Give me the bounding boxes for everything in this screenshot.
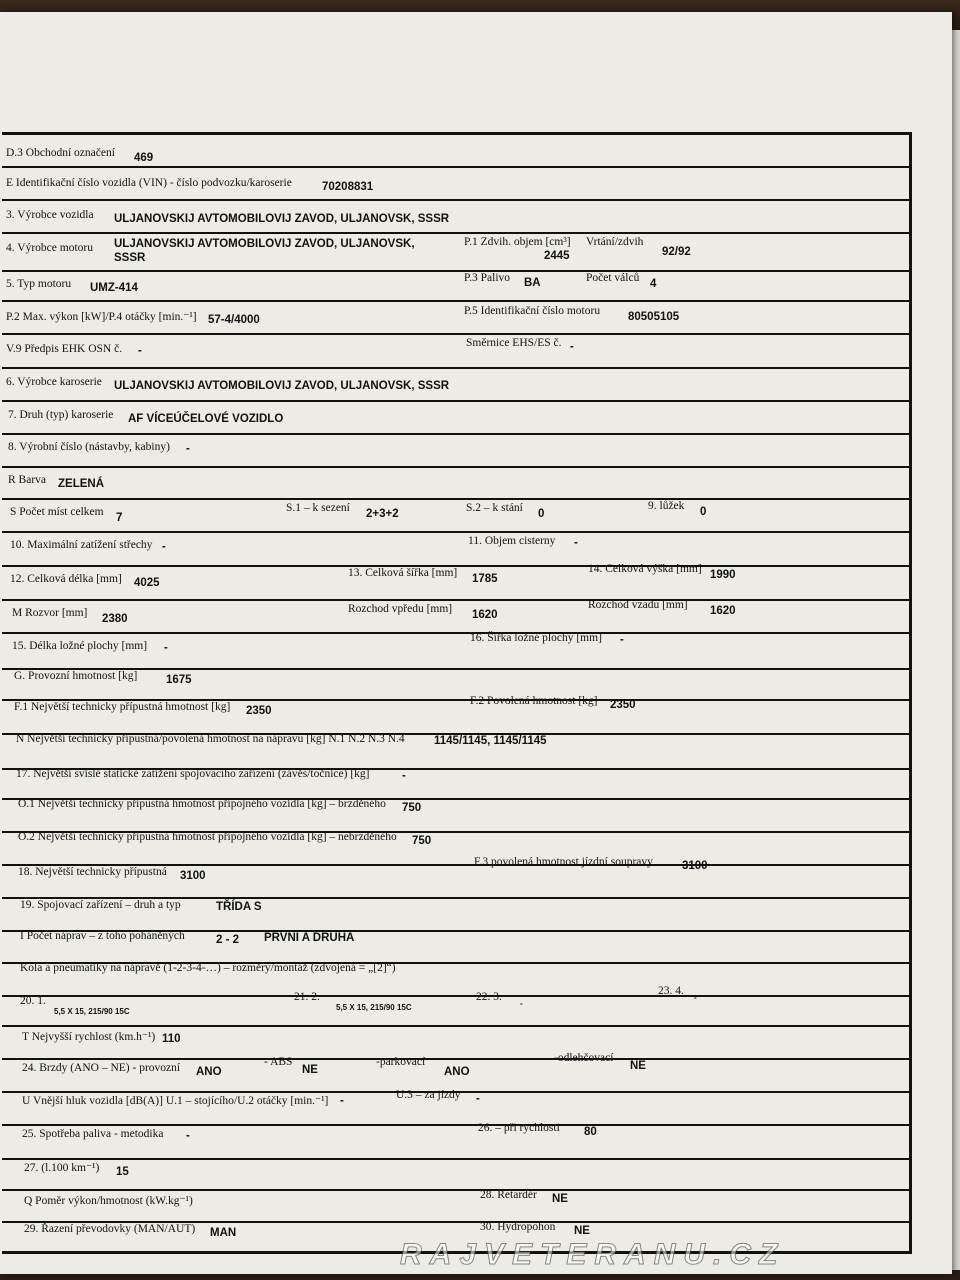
label-23: 23. 4. bbox=[658, 985, 684, 997]
value-s2: 0 bbox=[538, 508, 545, 520]
row-f1 bbox=[2, 695, 909, 735]
row-m bbox=[2, 601, 909, 634]
value-e: 70208831 bbox=[322, 181, 374, 193]
document-page bbox=[0, 12, 952, 1274]
value-22: - bbox=[520, 999, 523, 1008]
row-5 bbox=[2, 272, 909, 302]
label-kola: Kola a pneumatiky na nápravě (1-2-3-4-…) – rozměry/montáž (zdvojená = „[2]“) bbox=[20, 962, 396, 974]
value-valcu: 4 bbox=[650, 278, 657, 290]
value-8: - bbox=[186, 443, 190, 455]
value-27: 15 bbox=[116, 1166, 129, 1178]
label-6: 6. Výrobce karoserie bbox=[6, 376, 102, 388]
label-29: 29. Řazení převodovky (MAN/AUT) bbox=[24, 1223, 196, 1235]
value-u3: - bbox=[476, 1093, 480, 1105]
label-30: 30. Hydropohon bbox=[480, 1221, 556, 1233]
label-odl: -odlehčovací bbox=[554, 1052, 614, 1064]
row-u bbox=[2, 1089, 909, 1126]
label-s1: S.1 – k sezení bbox=[286, 502, 350, 514]
value-f2: 2350 bbox=[610, 699, 636, 711]
value-s1: 2+3+2 bbox=[366, 508, 399, 520]
label-21: 21. 2. bbox=[294, 991, 320, 1003]
row-3 bbox=[2, 201, 909, 234]
value-11: - bbox=[574, 537, 578, 549]
row-4 bbox=[2, 234, 909, 272]
label-s: S Počet míst celkem bbox=[10, 506, 104, 518]
label-f3: F.3 povolená hmotnost jízdní soupravy bbox=[474, 856, 653, 868]
label-u: U Vnější hluk vozidla [dB(A)] U.1 – stojícího/U.2 otáčky [min.⁻¹] bbox=[22, 1095, 329, 1107]
label-abs: - ABS bbox=[264, 1056, 293, 1068]
label-3: 3. Výrobce vozidla bbox=[6, 209, 94, 221]
label-s2: S.2 – k stání bbox=[466, 502, 523, 514]
label-24: 24. Brzdy (ANO – NE) - provozní bbox=[22, 1062, 181, 1074]
value-odl: NE bbox=[630, 1060, 646, 1072]
label-barva: R Barva bbox=[8, 474, 47, 486]
label-valcu: Počet válců bbox=[586, 272, 640, 284]
value-p3: BA bbox=[524, 277, 541, 289]
value-t: 110 bbox=[162, 1033, 181, 1045]
row-10 bbox=[2, 533, 909, 567]
value-24: ANO bbox=[196, 1066, 222, 1078]
label-q: Q Poměr výkon/hmotnost (kW.kg⁻¹) bbox=[24, 1195, 193, 1207]
label-o2: O.2 Největší technicky přípustná hmotnost přípojného vozidla [kg] – nebrzděného bbox=[18, 831, 397, 843]
value-18: 3100 bbox=[180, 870, 206, 882]
value-ehs: - bbox=[570, 341, 574, 353]
label-e: E Identifikační číslo vozidla (VIN) - číslo podvozku/karoserie bbox=[6, 177, 292, 189]
label-19: 19. Spojovací zařízení – druh a typ bbox=[20, 899, 181, 911]
label-10: 10. Maximální zatížení střechy bbox=[10, 539, 153, 551]
row-q bbox=[2, 1191, 909, 1223]
label-park: -parkovací bbox=[376, 1056, 426, 1068]
value-vpredu: 1620 bbox=[472, 609, 498, 621]
label-8: 8. Výrobní číslo (nástavby, kabiny) bbox=[8, 441, 170, 453]
label-26: 26. – při rychlosti bbox=[478, 1122, 560, 1134]
value-19: TŘÍDA S bbox=[216, 901, 262, 913]
value-21: 5,5 X 15, 215/90 15C bbox=[336, 1003, 412, 1012]
value-12: 4025 bbox=[134, 577, 160, 589]
value-13: 1785 bbox=[472, 573, 498, 585]
value-20: 5,5 X 15, 215/90 15C bbox=[54, 1007, 130, 1016]
row-6 bbox=[2, 369, 909, 402]
label-7: 7. Druh (typ) karoserie bbox=[8, 409, 114, 421]
row-e bbox=[2, 168, 909, 201]
value-p5: 80505105 bbox=[628, 311, 680, 323]
label-4: 4. Výrobce motoru bbox=[6, 242, 93, 254]
value-i2: PRVNÍ A DRUHÁ bbox=[264, 932, 355, 944]
value-10: - bbox=[162, 541, 166, 553]
row-25 bbox=[2, 1122, 909, 1160]
label-15: 15. Délka ložné plochy [mm] bbox=[12, 640, 148, 652]
value-s: 7 bbox=[116, 512, 123, 524]
label-v9: V.9 Předpis EHK OSN č. bbox=[6, 343, 123, 355]
value-o2: 750 bbox=[412, 835, 432, 847]
label-m: M Rozvor [mm] bbox=[12, 607, 88, 619]
label-16: 16. Šířka ložné plochy [mm] bbox=[470, 632, 602, 644]
value-14: 1990 bbox=[710, 569, 736, 581]
label-vzadu: Rozchod vzadu [mm] bbox=[588, 599, 688, 611]
label-i: I Počet náprav – z toho poháněných bbox=[20, 930, 185, 942]
value-park: ANO bbox=[444, 1066, 470, 1078]
row-g bbox=[2, 670, 909, 701]
value-30: NE bbox=[574, 1225, 590, 1237]
row-d3 bbox=[2, 135, 909, 168]
label-18: 18. Největší technicky přípustná bbox=[18, 866, 167, 878]
row-p2 bbox=[2, 302, 909, 335]
row-8 bbox=[2, 435, 909, 468]
watermark: RAJVETERANU.CZ bbox=[400, 1238, 786, 1271]
label-ehs: Směrnice EHS/ES č. bbox=[466, 337, 562, 349]
row-15 bbox=[2, 634, 909, 670]
label-u3: U.3 – za jízdy bbox=[396, 1089, 461, 1101]
value-29: MAN bbox=[210, 1227, 237, 1239]
row-18 bbox=[2, 856, 909, 899]
value-p2: 57-4/4000 bbox=[208, 314, 260, 326]
row-17 bbox=[2, 770, 909, 800]
value-23: - bbox=[694, 993, 697, 1002]
row-kola bbox=[2, 964, 909, 997]
value-vrtani: 92/92 bbox=[662, 246, 691, 258]
value-m: 2380 bbox=[102, 613, 128, 625]
value-7: AF VÍCEÚČELOVÉ VOZIDLO bbox=[128, 413, 284, 425]
label-o1: O.1 Největší technicky přípustná hmotnost přípojného vozidla [kg] – brzděného bbox=[18, 798, 386, 810]
value-4b: SSSR bbox=[114, 252, 146, 264]
label-p2: P.2 Max. výkon [kW]/P.4 otáčky [min.⁻¹] bbox=[6, 311, 197, 323]
label-12: 12. Celková délka [mm] bbox=[10, 573, 122, 585]
row-v9 bbox=[2, 335, 909, 369]
label-22: 22. 3. bbox=[476, 991, 502, 1003]
value-g: 1675 bbox=[166, 674, 192, 686]
value-6: ULJANOVSKIJ AVTOMOBILOVIJ ZAVOD, ULJANOVSK, SSSR bbox=[114, 380, 450, 392]
label-f1: F.1 Největší technicky přípustná hmotnost [kg] bbox=[14, 701, 231, 713]
value-26: 80 bbox=[584, 1126, 597, 1138]
value-luzek: 0 bbox=[700, 506, 707, 518]
value-d3: 469 bbox=[134, 152, 154, 164]
label-p1: P.1 Zdvih. objem [cm³] bbox=[464, 236, 571, 248]
label-n: N Největší technicky přípustná/povolená hmotnost na nápravu [kg] N.1 N.2 N.3 N.4 bbox=[16, 733, 405, 745]
row-o2 bbox=[2, 833, 909, 866]
row-o1 bbox=[2, 800, 909, 833]
value-f1: 2350 bbox=[246, 705, 272, 717]
value-5: UMZ-414 bbox=[90, 282, 138, 294]
label-vpredu: Rozchod vpředu [mm] bbox=[348, 603, 453, 615]
value-o1: 750 bbox=[402, 802, 422, 814]
label-t: T Nejvyšší rychlost (km.h⁻¹) bbox=[22, 1031, 156, 1043]
value-vzadu: 1620 bbox=[710, 605, 736, 617]
label-d3: D.3 Obchodní označení bbox=[6, 147, 115, 159]
value-u: - bbox=[340, 1095, 344, 1107]
row-20 bbox=[2, 985, 909, 1027]
label-vrtani: Vrtání/zdvih bbox=[586, 236, 644, 248]
value-v9: - bbox=[138, 345, 142, 357]
value-3: ULJANOVSKIJ AVTOMOBILOVIJ ZAVOD, ULJANOVSK, SSSR bbox=[114, 213, 450, 225]
label-p5: P.5 Identifikační číslo motoru bbox=[464, 305, 601, 317]
row-barva bbox=[2, 468, 909, 500]
value-25: - bbox=[186, 1130, 190, 1142]
label-f2: F.2 Povolená hmotnost [kg] bbox=[470, 695, 598, 707]
label-5: 5. Typ motoru bbox=[6, 278, 72, 290]
label-20: 20. 1. bbox=[20, 995, 46, 1007]
value-n: 1145/1145, 1145/1145 bbox=[434, 735, 547, 747]
label-14: 14. Celková výška [mm] bbox=[588, 563, 702, 575]
label-11: 11. Objem cisterny bbox=[468, 535, 556, 547]
row-12 bbox=[2, 563, 909, 601]
label-p3: P.3 Palivo bbox=[464, 272, 511, 284]
row-t bbox=[2, 1027, 909, 1060]
row-i bbox=[2, 932, 909, 964]
value-17: - bbox=[402, 770, 406, 782]
value-barva: ZELENÁ bbox=[58, 478, 104, 490]
label-27: 27. (l.100 km⁻¹) bbox=[24, 1162, 100, 1174]
label-25: 25. Spotřeba paliva - metodika bbox=[22, 1128, 164, 1140]
label-28: 28. Retardér bbox=[480, 1189, 537, 1201]
label-g: G. Provozní hmotnost [kg] bbox=[14, 670, 138, 682]
value-f3: 3100 bbox=[682, 860, 708, 872]
label-13: 13. Celková šířka [mm] bbox=[348, 567, 458, 579]
value-p1: 2445 bbox=[544, 250, 570, 262]
row-27 bbox=[2, 1160, 909, 1191]
value-4a: ULJANOVSKIJ AVTOMOBILOVIJ ZAVOD, ULJANOVSK, bbox=[114, 238, 415, 250]
row-19 bbox=[2, 899, 909, 932]
value-15: - bbox=[164, 642, 168, 654]
label-17: 17. Největší svislé statické zatížení spojovacího zařízení (závěs/točnice) [kg] bbox=[16, 768, 370, 780]
label-luzek: 9. lůžek bbox=[648, 500, 685, 512]
value-28: NE bbox=[552, 1193, 568, 1205]
value-16: - bbox=[620, 634, 624, 646]
value-i1: 2 - 2 bbox=[216, 934, 240, 946]
registration-form bbox=[2, 132, 912, 1254]
value-abs: NE bbox=[302, 1064, 318, 1076]
row-7 bbox=[2, 402, 909, 435]
row-n bbox=[2, 735, 909, 770]
row-s bbox=[2, 500, 909, 533]
